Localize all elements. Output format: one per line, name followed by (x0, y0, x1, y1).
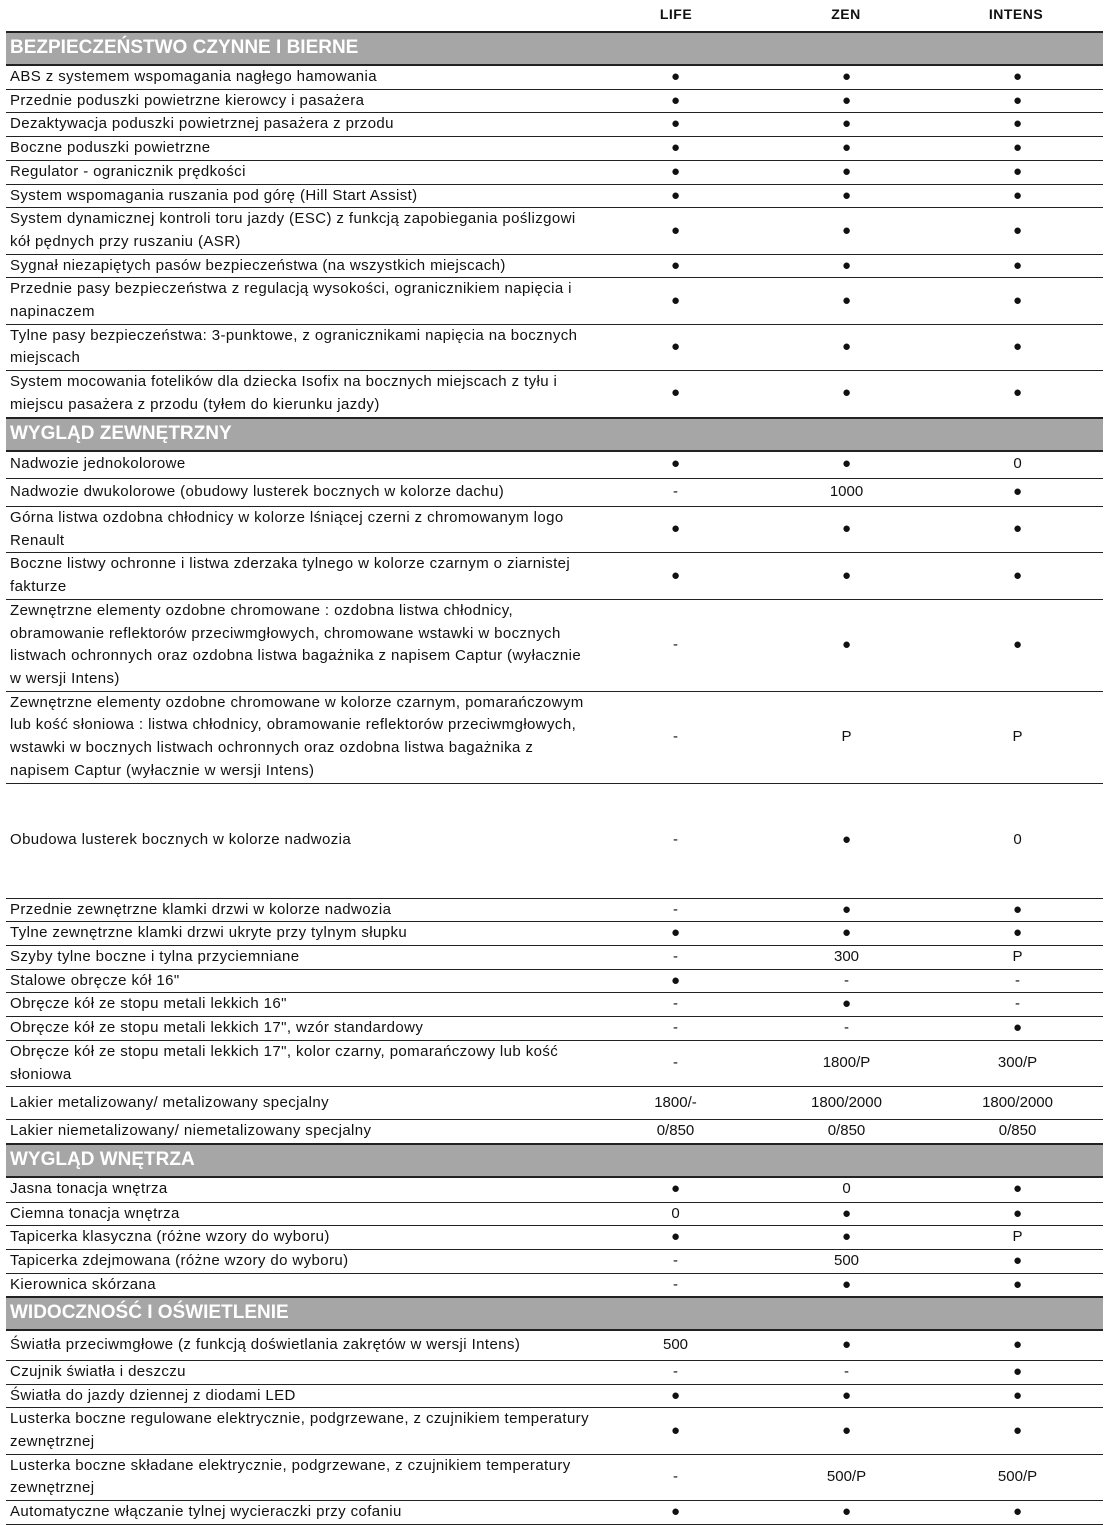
feature-row (6, 1249, 1103, 1273)
feature-row (6, 1408, 1103, 1454)
value-zen: ● (761, 1273, 932, 1297)
value-zen: ● (761, 371, 932, 418)
value-zen: ● (761, 1408, 932, 1454)
value-zen: ● (761, 783, 932, 898)
value-life: ● (590, 507, 761, 553)
feature-label: Lakier niemetalizowany/ niemetalizowany specjalny (6, 1120, 590, 1144)
value-intens: ● (932, 1408, 1103, 1454)
feature-label: Tylne zewnętrzne klamki drzwi ukryte przy tylnym słupku (6, 922, 590, 946)
value-intens: ● (932, 553, 1103, 599)
equipment-table-body (6, 32, 1103, 1524)
column-header-intens: INTENS (988, 6, 1044, 22)
value-life: ● (590, 160, 761, 184)
feature-label: Lusterka boczne regulowane elektrycznie, podgrzewane, z czujnikiem temperatury zewnętrznej (6, 1408, 590, 1454)
value-zen: ● (761, 1202, 932, 1226)
feature-label: Boczne poduszki powietrzne (6, 137, 590, 161)
feature-row (6, 160, 1103, 184)
feature-label: Automatyczne włączanie tylnej wycieraczki przy cofaniu (6, 1501, 590, 1525)
feature-row (6, 371, 1103, 418)
value-life: ● (590, 137, 761, 161)
feature-label: Boczne listwy ochronne i listwa zderzaka tylnego w kolorze czarnym o ziarnistej fakturze (6, 553, 590, 599)
feature-row (6, 1040, 1103, 1086)
value-intens: ● (932, 208, 1103, 254)
feature-row (6, 599, 1103, 691)
value-intens: 0 (932, 451, 1103, 479)
value-intens: ● (932, 1017, 1103, 1041)
feature-label: Nadwozie jednokolorowe (6, 451, 590, 479)
value-life: ● (590, 1226, 761, 1250)
value-life: - (590, 993, 761, 1017)
value-intens: ● (932, 254, 1103, 278)
value-zen: 1000 (761, 479, 932, 507)
value-zen: ● (761, 208, 932, 254)
feature-label: Przednie pasy bezpieczeństwa z regulacją wysokości, ogranicznikiem napięcia i napinaczem (6, 278, 590, 324)
value-life: ● (590, 1501, 761, 1525)
value-life: - (590, 1017, 761, 1041)
value-intens: ● (932, 113, 1103, 137)
value-intens: - (932, 969, 1103, 993)
feature-label: Przednie zewnętrzne klamki drzwi w kolorze nadwozia (6, 898, 590, 922)
value-zen: 0 (761, 1177, 932, 1202)
feature-row (6, 65, 1103, 89)
feature-row (6, 113, 1103, 137)
value-life: - (590, 1360, 761, 1384)
value-life: ● (590, 1177, 761, 1202)
value-zen: 1800/P (761, 1040, 932, 1086)
column-header-life: LIFE (659, 6, 693, 22)
feature-row (6, 1017, 1103, 1041)
value-life: ● (590, 65, 761, 89)
value-intens: P (932, 1226, 1103, 1250)
value-life: - (590, 898, 761, 922)
feature-label: Obudowa lusterek bocznych w kolorze nadwozia (6, 783, 590, 898)
feature-label: Lusterka boczne składane elektrycznie, podgrzewane, z czujnikiem temperatury zewnętrznej (6, 1454, 590, 1500)
feature-row (6, 89, 1103, 113)
feature-row (6, 922, 1103, 946)
feature-label: Ciemna tonacja wnętrza (6, 1202, 590, 1226)
value-zen: ● (761, 507, 932, 553)
value-zen: ● (761, 324, 932, 370)
feature-label: Tapicerka klasyczna (różne wzory do wyboru) (6, 1226, 590, 1250)
value-life: 0/850 (590, 1120, 761, 1144)
value-zen: - (761, 969, 932, 993)
feature-label: Obręcze kół ze stopu metali lekkich 17", wzór standardowy (6, 1017, 590, 1041)
value-intens: ● (932, 1360, 1103, 1384)
feature-label: Sygnał niezapiętych pasów bezpieczeństwa (na wszystkich miejscach) (6, 254, 590, 278)
feature-row (6, 1087, 1103, 1120)
value-life: ● (590, 1384, 761, 1408)
value-zen: ● (761, 993, 932, 1017)
value-intens: ● (932, 1177, 1103, 1202)
value-life: - (590, 1040, 761, 1086)
feature-row (6, 1384, 1103, 1408)
section-header-row (6, 32, 1103, 65)
value-intens: ● (932, 1202, 1103, 1226)
feature-row (6, 479, 1103, 507)
value-life: 1800/- (590, 1087, 761, 1120)
feature-label: Lakier metalizowany/ metalizowany specjalny (6, 1087, 590, 1120)
value-zen: ● (761, 89, 932, 113)
feature-label: Światła do jazdy dziennej z diodami LED (6, 1384, 590, 1408)
equipment-table (6, 31, 1103, 1525)
value-zen: - (761, 1017, 932, 1041)
value-intens: ● (932, 371, 1103, 418)
value-zen: ● (761, 451, 932, 479)
feature-label: Obręcze kół ze stopu metali lekkich 16" (6, 993, 590, 1017)
feature-row (6, 969, 1103, 993)
feature-row (6, 946, 1103, 970)
section-header-row (6, 1297, 1103, 1330)
value-life: ● (590, 324, 761, 370)
value-life: - (590, 1273, 761, 1297)
feature-label: System dynamicznej kontroli toru jazdy (ESC) z funkcją zapobiegania poślizgowi kół pędnych przy ruszaniu (ASR) (6, 208, 590, 254)
feature-row (6, 1501, 1103, 1525)
value-zen: ● (761, 65, 932, 89)
feature-label: Tapicerka zdejmowana (różne wzory do wyboru) (6, 1249, 590, 1273)
value-life: - (590, 946, 761, 970)
feature-label: Światła przeciwmgłowe (z funkcją doświetlania zakrętów w wersji Intens) (6, 1330, 590, 1360)
feature-label: Regulator - ogranicznik prędkości (6, 160, 590, 184)
section-title: WYGLĄD WNĘTRZA (6, 1144, 1103, 1177)
value-intens: P (932, 946, 1103, 970)
value-intens: P (932, 691, 1103, 783)
value-zen: ● (761, 553, 932, 599)
value-intens: ● (932, 324, 1103, 370)
value-zen: 300 (761, 946, 932, 970)
value-intens: 500/P (932, 1454, 1103, 1500)
value-life: - (590, 783, 761, 898)
feature-label: Czujnik światła i deszczu (6, 1360, 590, 1384)
value-intens: 300/P (932, 1040, 1103, 1086)
feature-label: Stalowe obręcze kół 16" (6, 969, 590, 993)
feature-label: System mocowania fotelików dla dziecka Isofix na bocznych miejscach z tyłu i miejscu pasażera z przodu (tyłem do kierunku jazdy) (6, 371, 590, 418)
feature-label: Zewnętrzne elementy ozdobne chromowane : ozdobna listwa chłodnicy, obramowanie reflektorów przeciwmgłowych, chromowane wstawki w bocznych listwach ochronnych oraz ozdobna listwa bagażnika z napisem Captur (wyłacznie w wersji Intens) (6, 599, 590, 691)
column-header-zen: ZEN (831, 6, 861, 22)
feature-row (6, 137, 1103, 161)
value-intens: 0 (932, 783, 1103, 898)
value-zen: ● (761, 254, 932, 278)
feature-row (6, 1273, 1103, 1297)
value-zen: P (761, 691, 932, 783)
value-zen: - (761, 1360, 932, 1384)
value-intens: ● (932, 1249, 1103, 1273)
value-zen: ● (761, 160, 932, 184)
feature-label: Przednie poduszki powietrzne kierowcy i pasażera (6, 89, 590, 113)
feature-row (6, 451, 1103, 479)
value-zen: ● (761, 898, 932, 922)
section-title: BEZPIECZEŃSTWO CZYNNE I BIERNE (6, 32, 1103, 65)
value-life: 0 (590, 1202, 761, 1226)
value-intens: ● (932, 1501, 1103, 1525)
value-zen: 500/P (761, 1454, 932, 1500)
section-header-row (6, 418, 1103, 451)
feature-row (6, 1454, 1103, 1500)
feature-row (6, 553, 1103, 599)
value-zen: ● (761, 278, 932, 324)
value-intens: ● (932, 278, 1103, 324)
value-zen: ● (761, 1384, 932, 1408)
value-life: ● (590, 184, 761, 208)
feature-row (6, 993, 1103, 1017)
value-zen: ● (761, 113, 932, 137)
value-intens: 0/850 (932, 1120, 1103, 1144)
value-intens: - (932, 993, 1103, 1017)
value-life: - (590, 691, 761, 783)
feature-label: Górna listwa ozdobna chłodnicy w kolorze lśniącej czerni z chromowanym logo Renault (6, 507, 590, 553)
value-intens: 1800/2000 (932, 1087, 1103, 1120)
value-zen: ● (761, 1226, 932, 1250)
feature-label: Jasna tonacja wnętrza (6, 1177, 590, 1202)
feature-label: Zewnętrzne elementy ozdobne chromowane w kolorze czarnym, pomarańczowym lub kość słoniowa : listwa chłodnicy, obramowanie reflektorów przeciwmgłowych, wstawki w bocznych listwach ochronnych oraz ozdobna listwa bagażnika z napisem Captur (wyłacznie w wersji Intens) (6, 691, 590, 783)
value-zen: ● (761, 137, 932, 161)
value-life: - (590, 1454, 761, 1500)
value-life: 500 (590, 1330, 761, 1360)
value-life: - (590, 479, 761, 507)
value-intens: ● (932, 922, 1103, 946)
feature-row (6, 1202, 1103, 1226)
value-intens: ● (932, 1273, 1103, 1297)
section-title: WYGLĄD ZEWNĘTRZNY (6, 418, 1103, 451)
value-life: ● (590, 113, 761, 137)
value-zen: 0/850 (761, 1120, 932, 1144)
value-zen: ● (761, 184, 932, 208)
value-intens: ● (932, 898, 1103, 922)
section-header-row (6, 1144, 1103, 1177)
section-title: WIDOCZNOŚĆ I OŚWIETLENIE (6, 1297, 1103, 1330)
value-intens: ● (932, 1330, 1103, 1360)
feature-label: Obręcze kół ze stopu metali lekkich 17", kolor czarny, pomarańczowy lub kość słoniowa (6, 1040, 590, 1086)
feature-row (6, 324, 1103, 370)
feature-label: Nadwozie dwukolorowe (obudowy lusterek bocznych w kolorze dachu) (6, 479, 590, 507)
feature-row (6, 783, 1103, 898)
feature-row (6, 507, 1103, 553)
value-zen: ● (761, 1501, 932, 1525)
value-zen: 500 (761, 1249, 932, 1273)
value-intens: ● (932, 184, 1103, 208)
value-life: ● (590, 922, 761, 946)
feature-label: System wspomagania ruszania pod górę (Hill Start Assist) (6, 184, 590, 208)
value-life: ● (590, 278, 761, 324)
feature-row (6, 208, 1103, 254)
feature-row (6, 1177, 1103, 1202)
value-life: ● (590, 1408, 761, 1454)
value-intens: ● (932, 65, 1103, 89)
value-intens: ● (932, 1384, 1103, 1408)
value-intens: ● (932, 599, 1103, 691)
value-life: ● (590, 254, 761, 278)
value-zen: ● (761, 599, 932, 691)
value-zen: ● (761, 922, 932, 946)
value-intens: ● (932, 89, 1103, 113)
value-intens: ● (932, 507, 1103, 553)
feature-row (6, 254, 1103, 278)
value-intens: ● (932, 160, 1103, 184)
feature-row (6, 1360, 1103, 1384)
value-life: ● (590, 451, 761, 479)
value-life: ● (590, 208, 761, 254)
feature-label: ABS z systemem wspomagania nagłego hamowania (6, 65, 590, 89)
feature-label: Tylne pasy bezpieczeństwa: 3-punktowe, z ogranicznikami napięcia na bocznych miejscach (6, 324, 590, 370)
value-life: ● (590, 553, 761, 599)
value-intens: ● (932, 137, 1103, 161)
value-intens: ● (932, 479, 1103, 507)
feature-row (6, 691, 1103, 783)
feature-label: Szyby tylne boczne i tylna przyciemniane (6, 946, 590, 970)
feature-row (6, 278, 1103, 324)
feature-label: Kierownica skórzana (6, 1273, 590, 1297)
value-zen: 1800/2000 (761, 1087, 932, 1120)
value-zen: ● (761, 1330, 932, 1360)
feature-row (6, 184, 1103, 208)
feature-label: Dezaktywacja poduszki powietrznej pasażera z przodu (6, 113, 590, 137)
feature-row (6, 1330, 1103, 1360)
feature-row (6, 1120, 1103, 1144)
value-life: ● (590, 89, 761, 113)
value-life: - (590, 599, 761, 691)
value-life: ● (590, 969, 761, 993)
column-header-row (0, 6, 1109, 28)
value-life: ● (590, 371, 761, 418)
feature-row (6, 898, 1103, 922)
feature-row (6, 1226, 1103, 1250)
value-life: - (590, 1249, 761, 1273)
